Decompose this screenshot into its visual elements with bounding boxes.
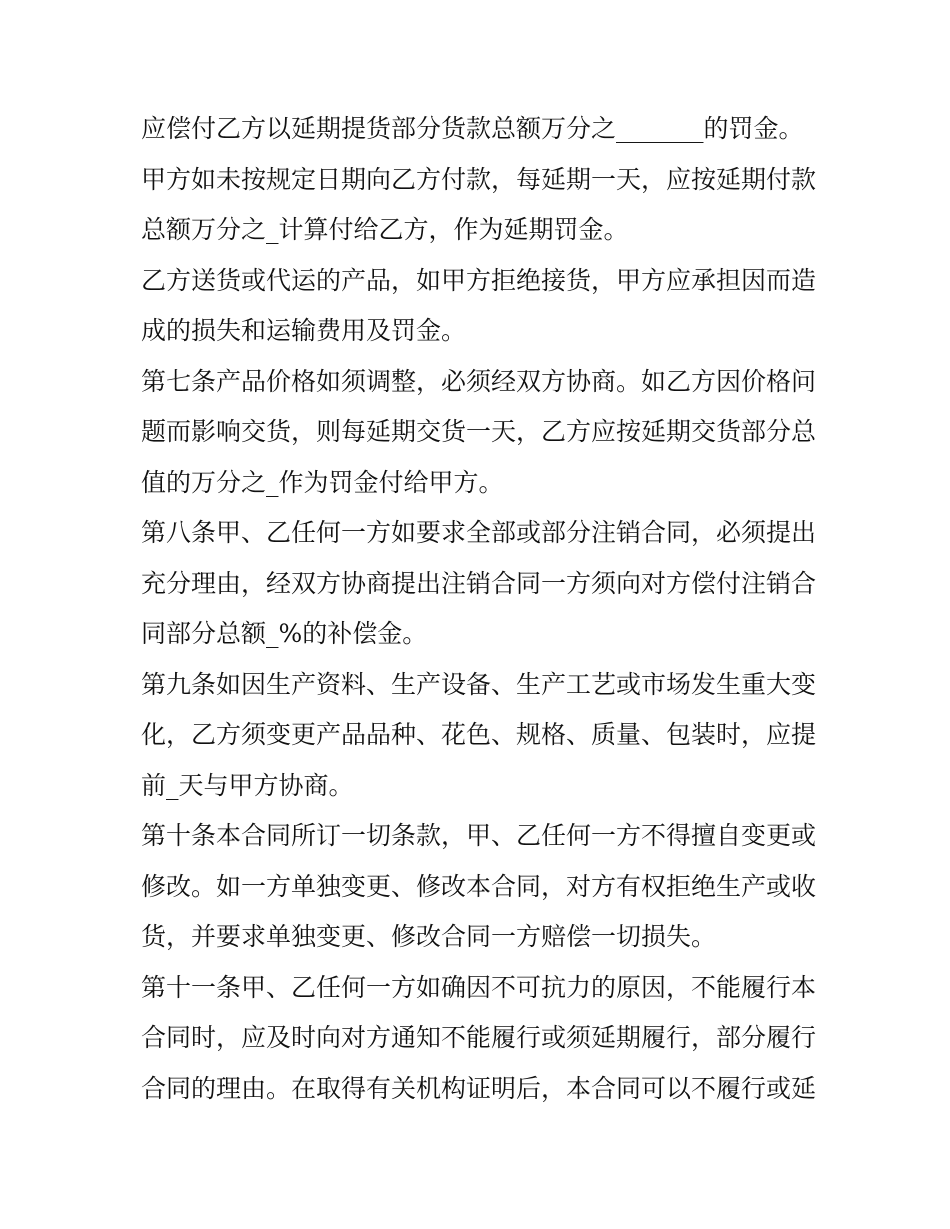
text-line-1: 应偿付乙方以延期提货部分货款总额万分之_______的罚金。 [141,114,804,143]
text-line-4: 乙方送货或代运的产品，如甲方拒绝接货，甲方应承担因而造 [141,265,817,295]
text-line-10: 充分理由，经双方协商提出注销合同一方须向对方偿付注销合 [141,568,817,598]
text-line-20: 合同的理由。在取得有关机构证明后，本合同可以不履行或延 [141,1073,817,1103]
text-line-2: 甲方如未按规定日期向乙方付款，每延期一天，应按延期付款 [141,164,817,194]
text-line-7: 题而影响交货，则每延期交货一天，乙方应按延期交货部分总 [141,417,817,446]
text-line-5: 成的损失和运输费用及罚金。 [141,316,467,345]
text-line-16: 修改。如一方单独变更、修改本合同，对方有权拒绝生产或收 [141,871,817,901]
text-line-9: 第八条甲、乙任何一方如要求全部或部分注销合同，必须提出 [141,518,817,547]
text-line-8: 值的万分之_作为罚金付给甲方。 [141,467,504,497]
text-line-12: 第九条如因生产资料、生产设备、生产工艺或市场发生重大变 [141,669,817,699]
text-line-19: 合同时，应及时向对方通知不能履行或须延期履行，部分履行 [141,1023,817,1052]
text-line-3: 总额万分之_计算付给乙方，作为延期罚金。 [141,215,629,244]
text-line-14: 前_天与甲方协商。 [141,770,354,800]
text-line-17: 货，并要求单独变更、修改合同一方赔偿一切损失。 [141,922,717,951]
text-line-6: 第七条产品价格如须调整，必须经双方协商。如乙方因价格问 [141,366,817,396]
contract-text [141,104,821,1114]
text-line-11: 同部分总额_%的补偿金。 [141,619,428,648]
text-line-13: 化，乙方须变更产品品种、花色、规格、质量、包装时，应提 [141,720,817,749]
text-line-18: 第十一条甲、乙任何一方如确因不可抗力的原因，不能履行本 [141,972,817,1002]
text-line-15: 第十条本合同所订一切条款，甲、乙任何一方不得擅自变更或 [141,821,817,850]
